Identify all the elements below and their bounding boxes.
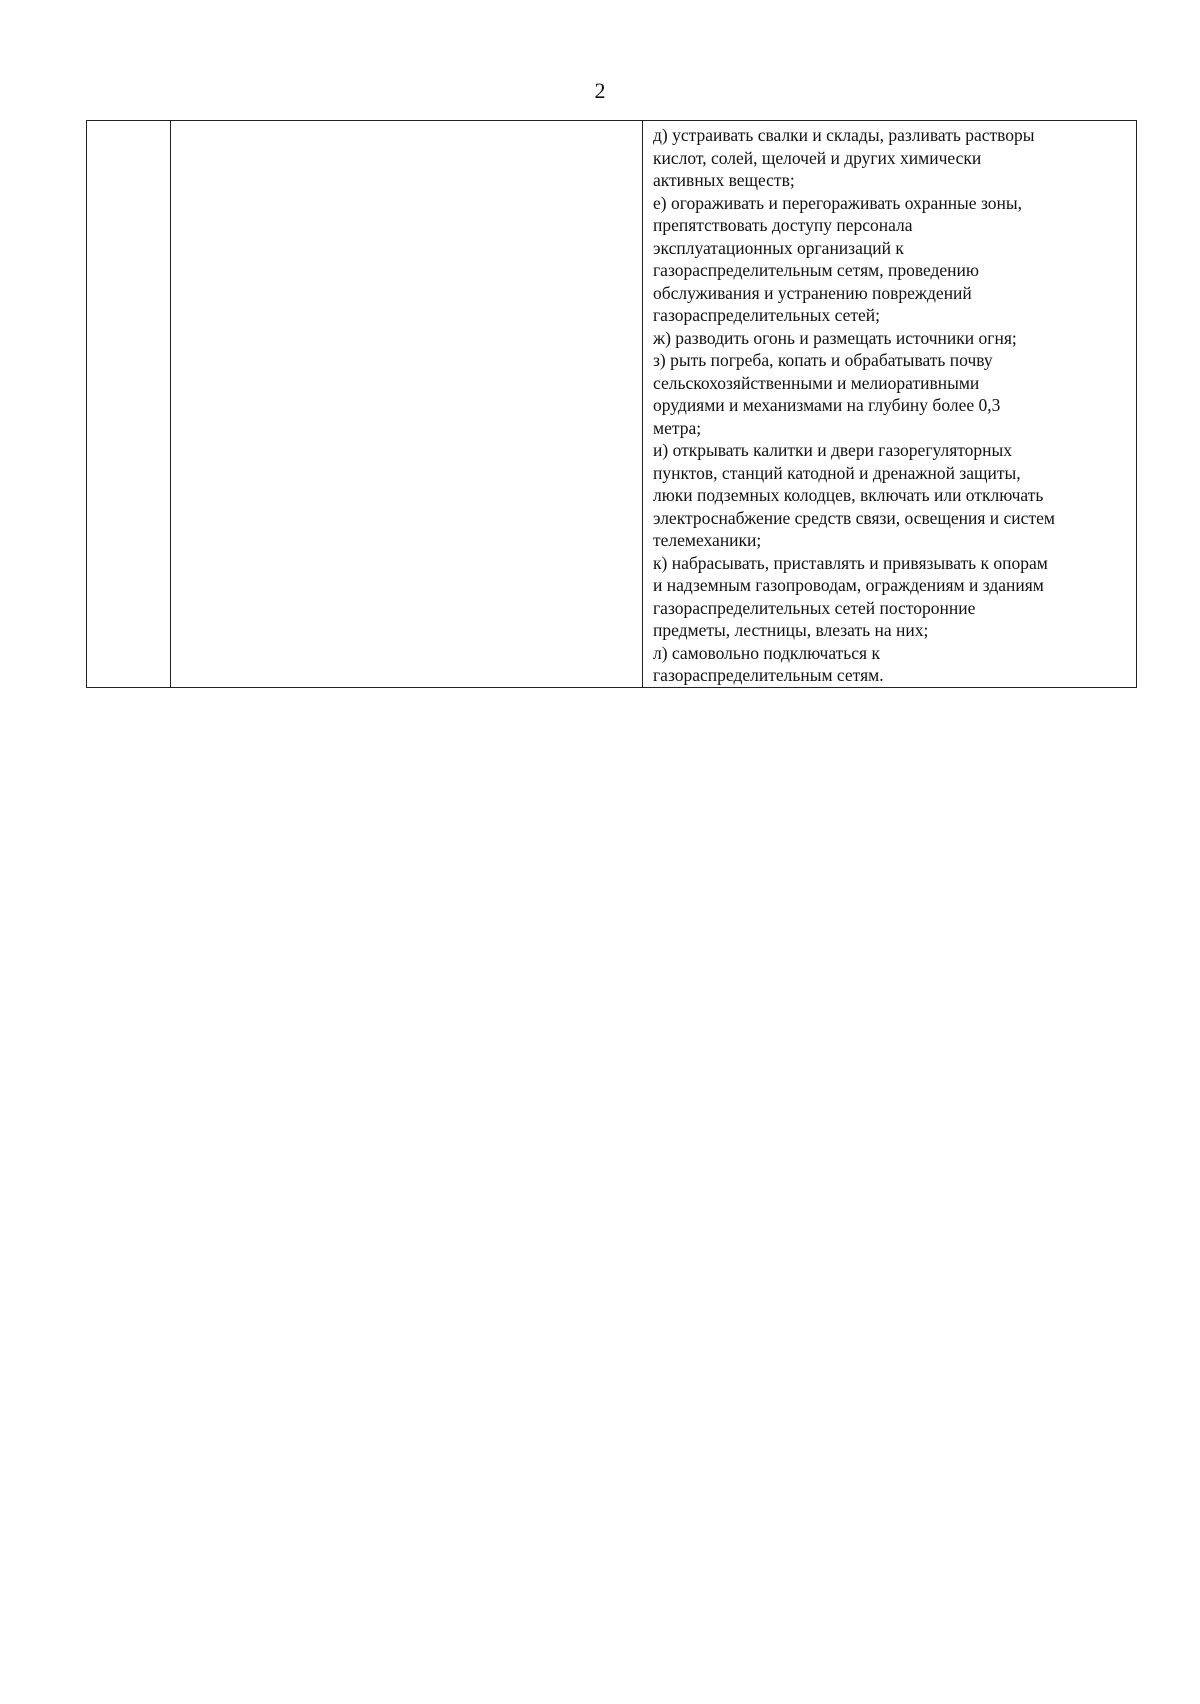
restriction-line: люки подземных колодцев, включать или отключать (653, 485, 1044, 505)
restriction-line: предметы, лестницы, влезать на них; (653, 620, 929, 640)
restriction-line: ж) разводить огонь и размещать источники огня; (653, 327, 1017, 348)
restriction-line: и) открывать калитки и двери газорегуляторных (653, 440, 1013, 460)
restriction-line: газораспределительных сетей; (653, 305, 880, 325)
restriction-line: газораспределительных сетей посторонние (653, 597, 976, 618)
restriction-line: телемеханики; (653, 530, 762, 550)
document-table (86, 120, 1137, 688)
restriction-line: пунктов, станций катодной и дренажной защиты, (653, 462, 1021, 483)
restriction-line: обслуживания и устранению повреждений (653, 282, 972, 303)
restriction-line: эксплуатационных организаций к (653, 237, 904, 258)
restriction-line: метра; (653, 417, 702, 438)
restriction-line: кислот, солей, щелочей и других химически (653, 147, 982, 168)
restriction-line: з) рыть погреба, копать и обрабатывать почву (653, 350, 993, 370)
restriction-line: л) самовольно подключаться к (653, 642, 880, 663)
restriction-line: к) набрасывать, приставлять и привязывать к опорам (653, 552, 1048, 573)
restrictions-text (643, 121, 1136, 687)
restriction-line: газораспределительным сетям. (653, 665, 884, 685)
restriction-line: орудиями и механизмами на глубину более 0,3 (653, 395, 1001, 415)
cell-name-text (171, 121, 642, 124)
table-cell-restrictions (643, 121, 1137, 688)
restriction-line: активных веществ; (653, 170, 795, 190)
restriction-line: газораспределительным сетям, проведению (653, 260, 979, 280)
table-row (87, 121, 1137, 688)
restriction-line: д) устраивать свалки и склады, разливать растворы (653, 125, 1035, 145)
restriction-line: е) огораживать и перегораживать охранные зоны, (653, 192, 1023, 213)
restriction-line: и надземным газопроводам, ограждениям и зданиям (653, 575, 1044, 595)
table-cell-name (171, 121, 643, 688)
table-cell-number (87, 121, 171, 688)
page-number: 2 (594, 78, 606, 103)
restriction-line: препятствовать доступу персонала (653, 215, 913, 235)
restriction-line: электроснабжение средств связи, освещения и систем (653, 507, 1055, 528)
restriction-line: сельскохозяйственными и мелиоративными (653, 372, 980, 393)
cell-number-text (87, 121, 170, 124)
